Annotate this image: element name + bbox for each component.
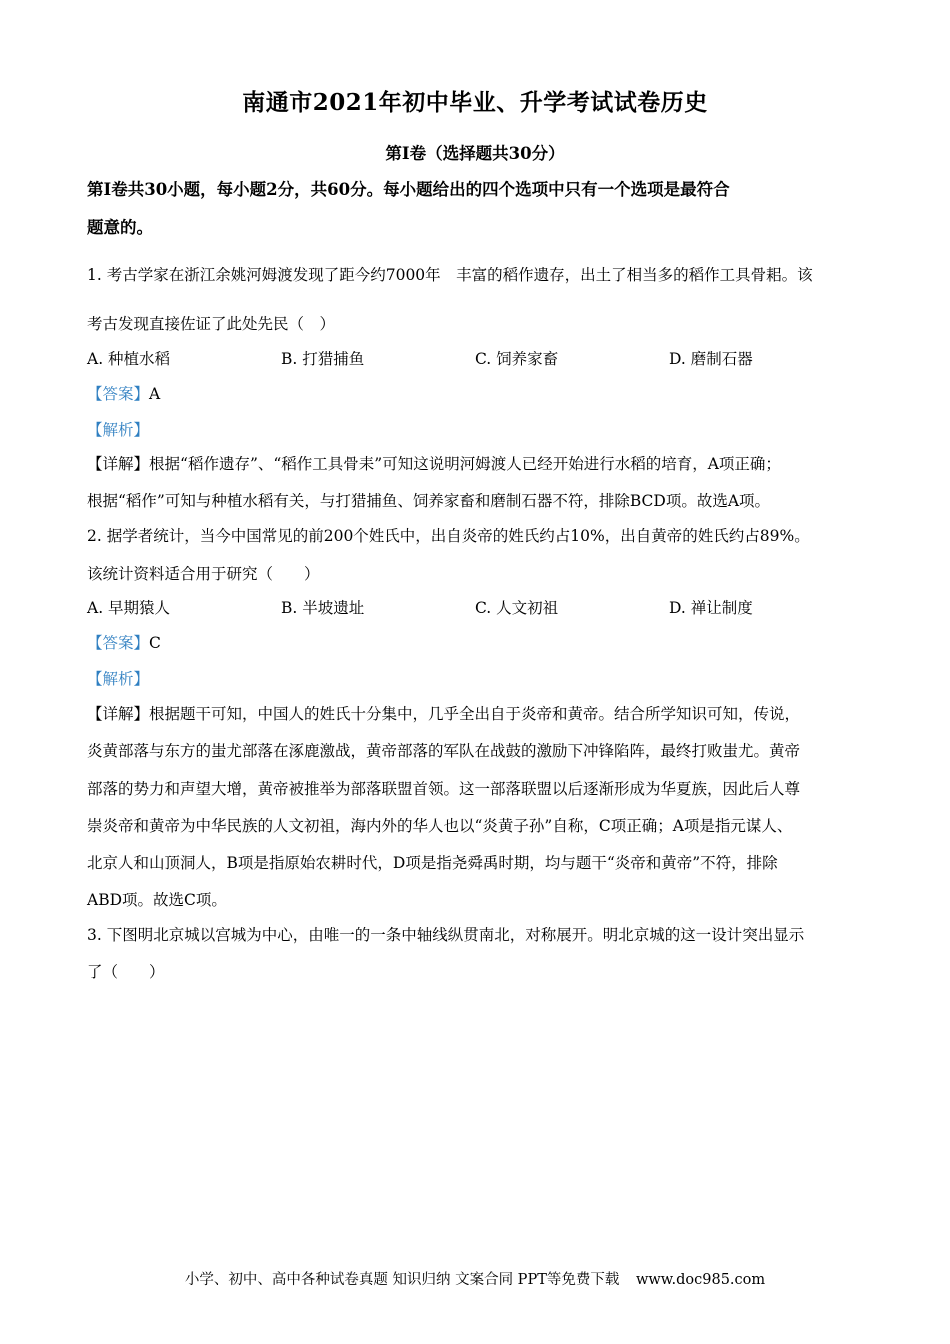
q2-detail-line-5: 北京人和山顶洞人，B项是指原始农耕时代，D项是指尧舜禹时期，均与题干“炎帝和黄帝”不符，排除	[87, 854, 778, 872]
q1-option-a: A. 种植水稻	[87, 350, 171, 368]
q2-detail-line-1	[87, 702, 877, 724]
q1-stem-line-1: 1. 考古学家在浙江余姚河姆渡发现了距今约7000年 丰富的稻作遗存，出土了相当多的稻作工具骨耜。该	[87, 266, 813, 284]
q2-stem-line-2: 该统计资料适合用于研究（ ）	[87, 565, 320, 583]
instructions-line-2: 题意的。	[87, 218, 153, 237]
analysis-label: 【解析】	[87, 421, 150, 439]
q3-stem-line-1: 3. 下图明北京城以宫城为中心，由唯一的一条中轴线纵贯南北，对称展开。明北京城的这一设计突出显示	[87, 926, 805, 944]
answer-label: 【答案】	[87, 385, 150, 403]
q2-detail-text-1: 根据题干可知，中国人的姓氏十分集中，几乎全出自于炎帝和黄帝。结合所学知识可知，传说，	[149, 705, 801, 723]
q3-stem-line-2: 了（ ）	[87, 963, 165, 981]
q1-option-b: B. 打猎捕鱼	[281, 350, 365, 368]
q2-detail-line-2: 炎黄部落与东方的蚩尤部落在涿鹿激战，黄帝部落的军队在战鼓的激励下冲锋陷阵，最终打败蚩尤。黄帝	[87, 742, 801, 760]
detail-label: 【详解】	[87, 705, 150, 723]
page-footer	[0, 1268, 950, 1289]
q1-option-d: D. 磨制石器	[669, 350, 753, 368]
q2-option-c: C. 人文初祖	[475, 599, 559, 617]
q1-analysis	[87, 418, 877, 440]
q2-detail-line-3: 部落的势力和声望大增，黄帝被推举为部落联盟首领。这一部落联盟以后逐渐形成为华夏族，因此后人尊	[87, 780, 801, 798]
q1-detail-line-2: 根据“稻作”可知与种植水稻有关，与打猎捕鱼、饲养家畜和磨制石器不符，排除BCD项。故选A项。	[87, 492, 771, 510]
answer-label: 【答案】	[87, 634, 150, 652]
q1-answer-value: A	[149, 385, 161, 403]
instructions-line-1: 第Ⅰ卷共30小题，每小题2分，共60分。每小题给出的四个选项中只有一个选项是最符合	[87, 180, 730, 199]
q2-detail-line-4: 崇炎帝和黄帝为中华民族的人文初祖，海内外的华人也以“炎黄子孙”自称，C项正确；A项是指元谋人、	[87, 817, 793, 835]
footer-link[interactable]: www.doc985.com	[635, 1272, 766, 1288]
q2-option-b: B. 半坡遗址	[281, 599, 365, 617]
section-title: 第Ⅰ卷（选择题共30分）	[385, 144, 565, 163]
q2-option-a: A. 早期猿人	[87, 599, 171, 617]
q2-answer	[87, 631, 877, 653]
q2-stem-line-1: 2. 据学者统计，当今中国常见的前200个姓氏中，出自炎帝的姓氏约占10%，出自黄帝的姓氏约占89%。	[87, 527, 810, 545]
footer-text: 小学、初中、高中各种试卷真题 知识归纳 文案合同 PPT等免费下载	[184, 1272, 620, 1288]
q2-answer-value: C	[149, 634, 161, 652]
q1-detail-line-1	[87, 452, 877, 474]
detail-label: 【详解】	[87, 455, 150, 473]
q1-option-c: C. 饲养家畜	[475, 350, 559, 368]
q1-detail-text-1: 根据“稻作遗存”、“稻作工具骨耒”可知这说明河姆渡人已经开始进行水稻的培育，A项正确；	[149, 455, 781, 473]
q2-detail-line-6: ABD项。故选C项。	[87, 891, 227, 909]
q1-answer	[87, 382, 877, 404]
q2-analysis	[87, 667, 877, 689]
analysis-label: 【解析】	[87, 670, 150, 688]
q2-option-d: D. 禅让制度	[669, 599, 753, 617]
q1-stem-line-2: 考古发现直接佐证了此处先民（ ）	[87, 315, 336, 333]
exam-title: 南通市2021年初中毕业、升学考试试卷历史	[242, 89, 708, 116]
